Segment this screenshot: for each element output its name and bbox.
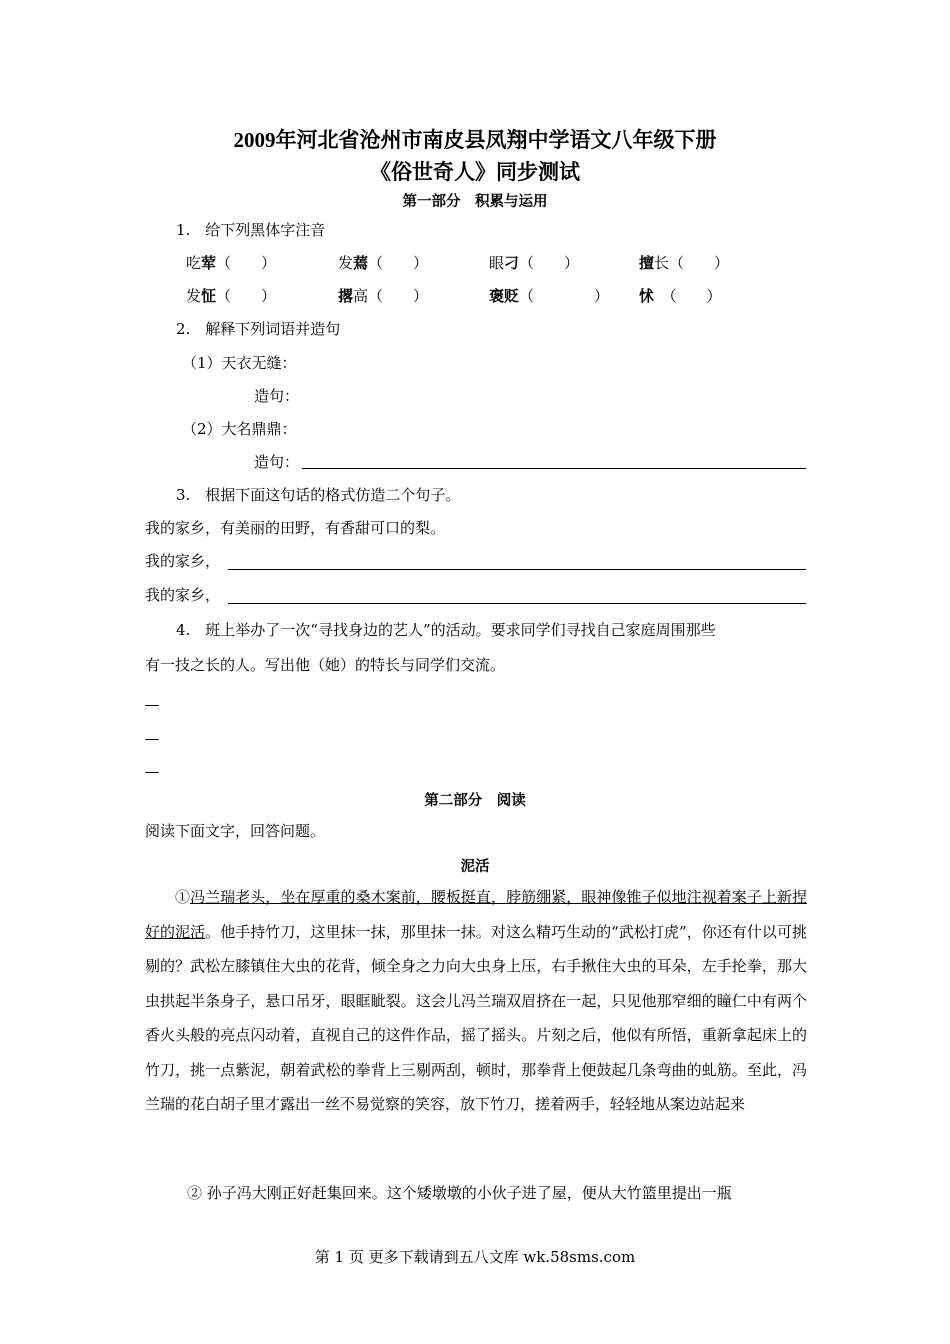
q4-line1: 4. 班上举办了一次“寻找身边的艺人”的活动。要求同学们寻找自己家庭周围那些 <box>176 621 716 639</box>
q3-example: 我的家乡，有美丽的田野，有香甜可口的梨。 <box>145 519 446 537</box>
q1-item: 褒贬（ ） <box>489 287 610 305</box>
underlined-sentence: 冯兰瑞老头，坐在厚重的桑木案前，腰板挺直，脖筋绷紧，眼神像锥子似地注视着案子上新捏好的泥活 <box>145 888 807 941</box>
q2-label: 2. 解释下列词语并造句 <box>176 320 341 338</box>
q1-item: 擅长（ ） <box>639 254 730 272</box>
answer-dash[interactable] <box>145 739 159 740</box>
q2-item1-sentence: 造句： <box>254 387 300 405</box>
q1-label: 1. 给下列黑体字注音 <box>176 221 326 239</box>
q2-item2-sentence: 造句： <box>254 453 300 471</box>
part2-heading: 第二部分 阅读 <box>424 792 526 809</box>
q3-blank2-label: 我的家乡， <box>145 586 221 604</box>
q4-line2: 有一技之长的人。写出他（她）的特长与同学们交流。 <box>145 656 506 674</box>
q1-item: 撂高（ ） <box>338 287 429 305</box>
doc-title-line1: 2009年河北省沧州市南皮县凤翔中学语文八年级下册 <box>233 128 717 152</box>
page-footer: 第 1 页 更多下载请到五八文库 wk.58sms.com <box>314 1248 636 1266</box>
q1-item: 怵 （ ） <box>639 287 722 305</box>
q3-label: 3. 根据下面这句话的格式仿造二个句子。 <box>176 486 461 504</box>
q1-item: 吃荤（ ） <box>186 254 277 272</box>
passage-title: 泥活 <box>460 858 490 875</box>
q3-blank1-label: 我的家乡， <box>145 552 221 570</box>
q1-item: 发蔫（ ） <box>338 254 429 272</box>
part1-heading: 第一部分 积累与运用 <box>402 193 548 210</box>
q2-item2: （2）大名鼎鼎： <box>182 420 297 438</box>
q1-item: 眼刁（ ） <box>489 254 580 272</box>
paragraph-marker: ① <box>175 888 191 906</box>
doc-title-line2: 《俗世奇人》同步测试 <box>370 160 580 184</box>
passage-paragraph-1: ①冯兰瑞老头，坐在厚重的桑木案前，腰板挺直，脖筋绷紧，眼神像锥子似地注视着案子上新捏好的泥活。他手持竹刀，这里抹一抹，那里抹一抹。对这么精巧生动的“武松打虎”，你还有什以可挑剔的？武松左膝镇住大虫的花背，倾全身之力向大虫身上压，右手揪住大虫的耳朵，左手抡拳，那大虫拱起半条身子，悬口吊牙，眼眶眦裂。这会儿冯兰瑞双眉挤在一起，只见他那窄细的瞳仁中有两个香火头般的亮点闪动着，直视自己的这件作品，摇了摇头。片刻之后，他似有所悟，重新拿起床上的竹刀，挑一点紫泥，朝着武松的拳背上三剔两刮，顿时，那拳背上便鼓起几条弯曲的虬筋。至此，冯兰瑞的花白胡子里才露出一丝不易觉察的笑容，放下竹刀，搓着两手，轻轻地从案边站起来 <box>145 888 807 1113</box>
read-instruction: 阅读下面文字，回答问题。 <box>145 822 326 840</box>
answer-blank-line[interactable] <box>302 468 806 469</box>
answer-dash[interactable] <box>145 705 159 706</box>
answer-blank-line[interactable] <box>228 569 806 570</box>
q2-item1: （1）天衣无缝： <box>182 354 297 372</box>
q1-item: 发怔（ ） <box>186 287 277 305</box>
passage-paragraph-2: ② 孙子冯大刚正好赶集回来。这个矮墩墩的小伙子进了屋，便从大竹篮里提出一瓶 <box>187 1184 732 1202</box>
answer-blank-line[interactable] <box>228 603 806 604</box>
answer-dash[interactable] <box>145 772 159 773</box>
